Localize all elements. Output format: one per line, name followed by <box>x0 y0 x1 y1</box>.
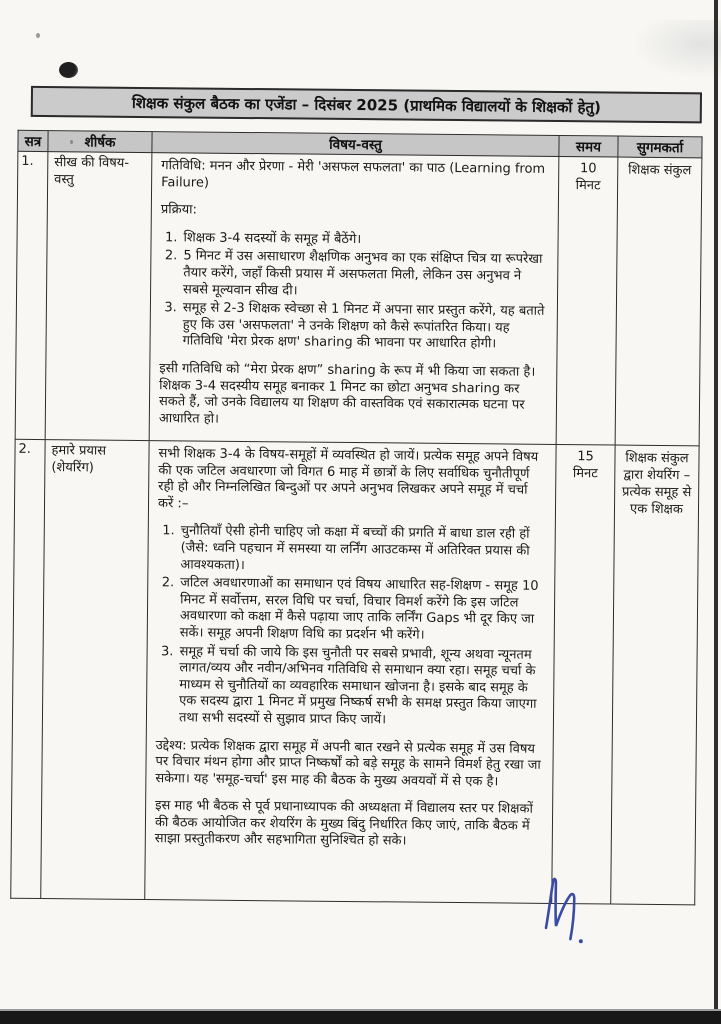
session-note: इसी गतिविधि को “मेरा प्रेरक क्षण” sharing के रूप में भी किया जा सकता है। शिक्षक 3-4 सदस्यीय समूह बनाकर 1 मिनट का छोटा अनुभव sharing कर सकते हैं, जो उनके विद्यालय या शिक्षण की वास्तविक एवं सकारात्मक घटना पर आधारित हो। <box>158 361 536 427</box>
session-number: 2. <box>11 439 45 898</box>
intro-paragraph: सभी शिक्षक 3-4 के विषय-समूहों में व्यवस्थित हो जायें। प्रत्येक समूह अपने विषय की एक जटिल अवधारणा जो विगत 6 माह में छात्रों के लिए सर्वाधिक चुनौतीपूर्ण रही हो और निम्नलिखित बिन्दुओं पर अपने अनुभव लिखकर अपने समूह में चर्चा करें :– <box>157 446 539 512</box>
activity-line: गतिविधि: मनन और प्रेरणा - मेरी 'असफल सफलता' का पाठ (Learning from Failure) <box>161 158 546 191</box>
process-step: 3. समूह से 2-3 शिक्षक स्वेच्छा से 1 मिनट में अपना सार प्रस्तुत करेंगे, यह बताते हुए कि उस 'असफलता' ने उनके शिक्षण को कैसे रूपांतरित किया। यह गतिविधि 'मेरा प्रेरक क्षण' sharing की भावना पर आधारित होगी। <box>181 301 548 354</box>
header-cell-time: समय <box>559 135 618 157</box>
session-number: 1. <box>15 151 48 439</box>
agenda-table <box>10 130 702 906</box>
discussion-points <box>156 524 546 731</box>
objective-paragraph: उद्देश्य: प्रत्येक शिक्षक द्वारा समूह में अपनी बात रखने से प्रत्येक समूह में उस विषय पर विचार मंथन होगा और प्राप्त निष्कर्षों को बड़े समूह के सामने विमर्श हेतु रखा जा सकेगा। यह 'समूह-चर्चा' इस माह की बैठक के मुख्य अवयवों में से एक है। <box>155 737 541 790</box>
time-unit: मिनट <box>572 466 598 482</box>
handwritten-pen-mark <box>540 871 603 948</box>
session-facilitator: शिक्षक संकुल <box>615 157 702 446</box>
time-value: 15 <box>577 449 594 465</box>
session-topic: हमारे प्रयास (शेयरिंग) <box>41 440 149 900</box>
process-step: 2. 5 मिनट में उस असाधारण शैक्षणिक अनुभव का एक संक्षिप्त चित्र या रूपरेखा तैयार करेंगे, जहाँ किसी प्रयास में असफलता मिली, लेकिन उस अनुभव ने सबसे मूल्यवान सीख दी। <box>181 249 548 302</box>
paper-speck <box>36 33 40 38</box>
time-unit: मिनट <box>575 178 601 194</box>
session-time <box>556 156 618 445</box>
scan-edge-bottom <box>0 1009 721 1024</box>
table-row <box>15 151 702 446</box>
session-content <box>149 153 559 445</box>
discussion-point: 1. चुनौतियाँ ऐसी होनी चाहिए जो कक्षा में बच्चों की प्रगति में बाधा डाल रही हों (जैसे: ध्वनि पहचान में समस्या या लर्निंग आउटकम्स में अतिरिक्त प्रयास की आवश्यकता)। <box>178 524 545 577</box>
scan-edge-right <box>714 0 718 1024</box>
header-cell-session: सत्र <box>18 130 48 151</box>
session-content <box>145 441 556 904</box>
session-note: इस माह भी बैठक से पूर्व प्रधानाध्यापक की अध्यक्षता में विद्यालय स्तर पर शिक्षकों की बैठक आयोजित कर शेयरिंग के मुख्य बिंदु निर्धारित किए जाएं, ताकि बैठक में साझा प्रस्तुतीकरण और सहभागिता सुनिश्चित हो सके। <box>154 798 533 850</box>
session-time <box>552 444 615 904</box>
header-cell-topic: शीर्षक <box>48 131 152 153</box>
discussion-point: 2. जटिल अवधारणाओं का समाधान एवं विषय आधारित सह-शिक्षण - समूह 10 मिनट में सर्वोत्तम, सरल विधि पर चर्चा, विचार विमर्श करेंगे कि इस जटिल अवधारणा को कक्षा में कैसे पढ़ाया जाए ताकि लर्निंग Gaps भी दूर किए जा सकें। समूह अपनी शिक्षण विधि का प्रदर्शन भी करेंगे। <box>178 576 546 646</box>
page-title: शिक्षक संकुल बैठक का एजेंडा – दिसंबर 2025 (प्राथमिक विद्यालयों के शिक्षकों हेतु) <box>31 86 702 123</box>
process-label: प्रक्रिया: <box>160 202 197 218</box>
session-topic: सीख की विषय-वस्तु <box>45 152 152 441</box>
time-value: 10 <box>579 161 597 177</box>
session-facilitator: शिक्षक संकुल द्वारा शेयरिंग – प्रत्येक समूह से एक शिक्षक <box>611 445 699 905</box>
header-cell-facilitator: सुगमकर्ता <box>618 136 702 158</box>
process-step: 1. शिक्षक 3-4 सदस्यों के समूह में बैठेंगे। <box>182 230 549 250</box>
paper-speck <box>70 140 73 144</box>
table-row <box>11 439 699 905</box>
hole-punch-mark <box>59 62 78 78</box>
discussion-point: 3. समूह में चर्चा की जाये कि इस चुनौती पर सबसे प्रभावी, शून्य अथवा न्यूनतम लागत/व्यय और नवीन/अभिनव गतिविधि से समाधान क्या रहा। समूह चर्चा के माध्यम से चुनौतियों का व्यवहारिक समाधान खोजना है। इसके बाद समूह के एक सदस्य द्वारा 1 मिनट में प्रमुख निष्कर्ष सभी के समक्ष प्रस्तुत किया जाएगा तथा सभी सदस्यों से सुझाव प्राप्त किए जायें। <box>177 644 545 730</box>
header-cell-content: विषय-वस्तु <box>152 132 559 157</box>
process-steps <box>160 230 549 354</box>
